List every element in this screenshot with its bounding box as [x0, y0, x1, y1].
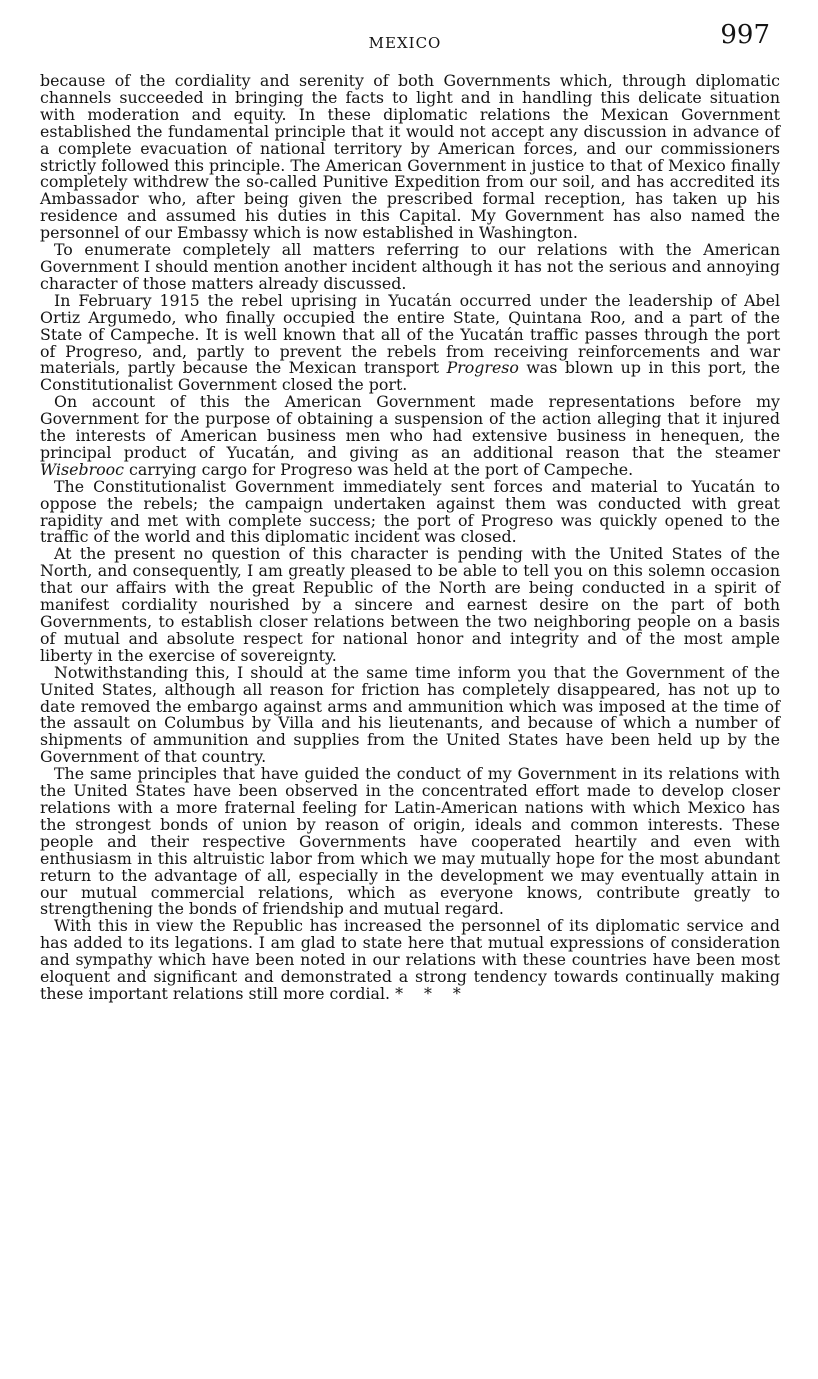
paragraph-1: because of the cordiality and serenity of both Governments which, through diplomatic channels succeeded in bringing the facts to light and in handling this delicate situation with moderation and equity. In these diplomatic relations the Mexican Government established the fundamental principle that it would not accept any discussion in advance of a complete evacuation of national territory by American forces, and our commissioners strictly followed this principle. The American Government in justice to that of Mexico finally completely withdrew the so-called Punitive Expedition from our soil, and has accredited its Ambassador who, after being given the prescribed formal reception, has taken up his residence and assumed his duties in this Capital. My Government has also named the personnel of our Embassy which is now established in Washington.	[40, 71, 780, 243]
ship-name-progreso: Progreso	[446, 358, 519, 378]
paragraph-2: To enumerate completely all matters referring to our relations with the American Government I should mention another incident although it has not the serious and annoying character of those matters already discussed.	[40, 240, 780, 293]
body-text	[40, 73, 780, 1003]
paragraph-8: The same principles that have guided the conduct of my Government in its relations with the United States have been observed in the concentrated effort made to develop closer relations with a more fraternal feeling for Latin-American nations with which Mexico has the strongest bonds of union by reason of origin, ideals and common interests. These people and their respective Governments have cooperated heartily and even with enthusiasm in this altruistic labor from which we may mutually hope for the most abundant return to the advantage of all, especially in the development we may eventually attain in our mutual commercial relations, which as everyone knows, contribute greatly to strengthening the bonds of friendship and mutual regard.	[40, 764, 780, 919]
paragraph-3	[40, 290, 780, 395]
ship-name-wisebrooc: Wisebrooc	[40, 459, 124, 479]
closing-asterisks: * * *	[395, 983, 469, 1003]
paragraph-3-text-after: was blown up in this port, the Constitutionalist Government closed the port.	[40, 358, 780, 395]
paragraph-4-text-before: On account of this the American Government made representations before my Government for the purpose of obtaining a suspension of the action alleging that it injured the interests of American business men who had extensive business in henequen, the principal product of Yucatán, and giving as an additional reason that the steamer	[40, 392, 780, 462]
page-number: 997	[720, 20, 770, 50]
running-head-title: MEXICO	[368, 34, 442, 52]
paragraph-9	[40, 918, 780, 1003]
paragraph-6: At the present no question of this character is pending with the United States of the North, and consequently, I am greatly pleased to be able to tell you on this solemn occasion that our affairs with the great Republic of the North are being conducted in a spirit of manifest cordiality nourished by a sincere and earnest desire on the part of both Governments, to establish closer relations between the two neighboring people on a basis of mutual and absolute respect for national honor and integrity and of the most ample liberty in the exercise of sovereignty.	[40, 544, 780, 665]
paragraph-3-text-before: In February 1915 the rebel uprising in Yucatán occurred under the leadership of Abel Ortiz Argumedo, who finally occupied the entire State, Quintana Roo, and a part of the State of Campeche. It is well known that all of the Yucatán traffic passes through the port of Progreso, and, partly to prevent the rebels from receiving reinforcements and war materials, partly because the Mexican transport	[40, 290, 780, 378]
paragraph-5: The Constitutionalist Government immediately sent forces and material to Yucatán to oppose the rebels; the campaign undertaken against them was conducted with great rapidity and met with complete success; the port of Progreso was quickly opened to the traffic of the world and this diplomatic incident was closed.	[40, 476, 780, 547]
paragraph-9-text: With this in view the Republic has increased the personnel of its diplomatic service and has added to its legations. I am glad to state here that mutual expressions of consideration and sympathy which have been noted in our relations with these countries have been most eloquent and significant and demonstrated a strong tendency towards continually making these important relations still more cordial.	[40, 916, 780, 1003]
running-header	[40, 20, 770, 54]
paragraph-4-text-after: carrying cargo for Progreso was held at the port of Campeche.	[124, 459, 634, 479]
paragraph-7: Notwithstanding this, I should at the same time inform you that the Government of the United States, although all reason for friction has completely disappeared, has not up to date removed the embargo against arms and ammunition which was imposed at the time of the assault on Columbus by Villa and his lieutenants, and because of which a number of shipments of ammunition and supplies from the United States have been held up by the Government of that country.	[40, 662, 780, 767]
paragraph-4	[40, 394, 780, 479]
